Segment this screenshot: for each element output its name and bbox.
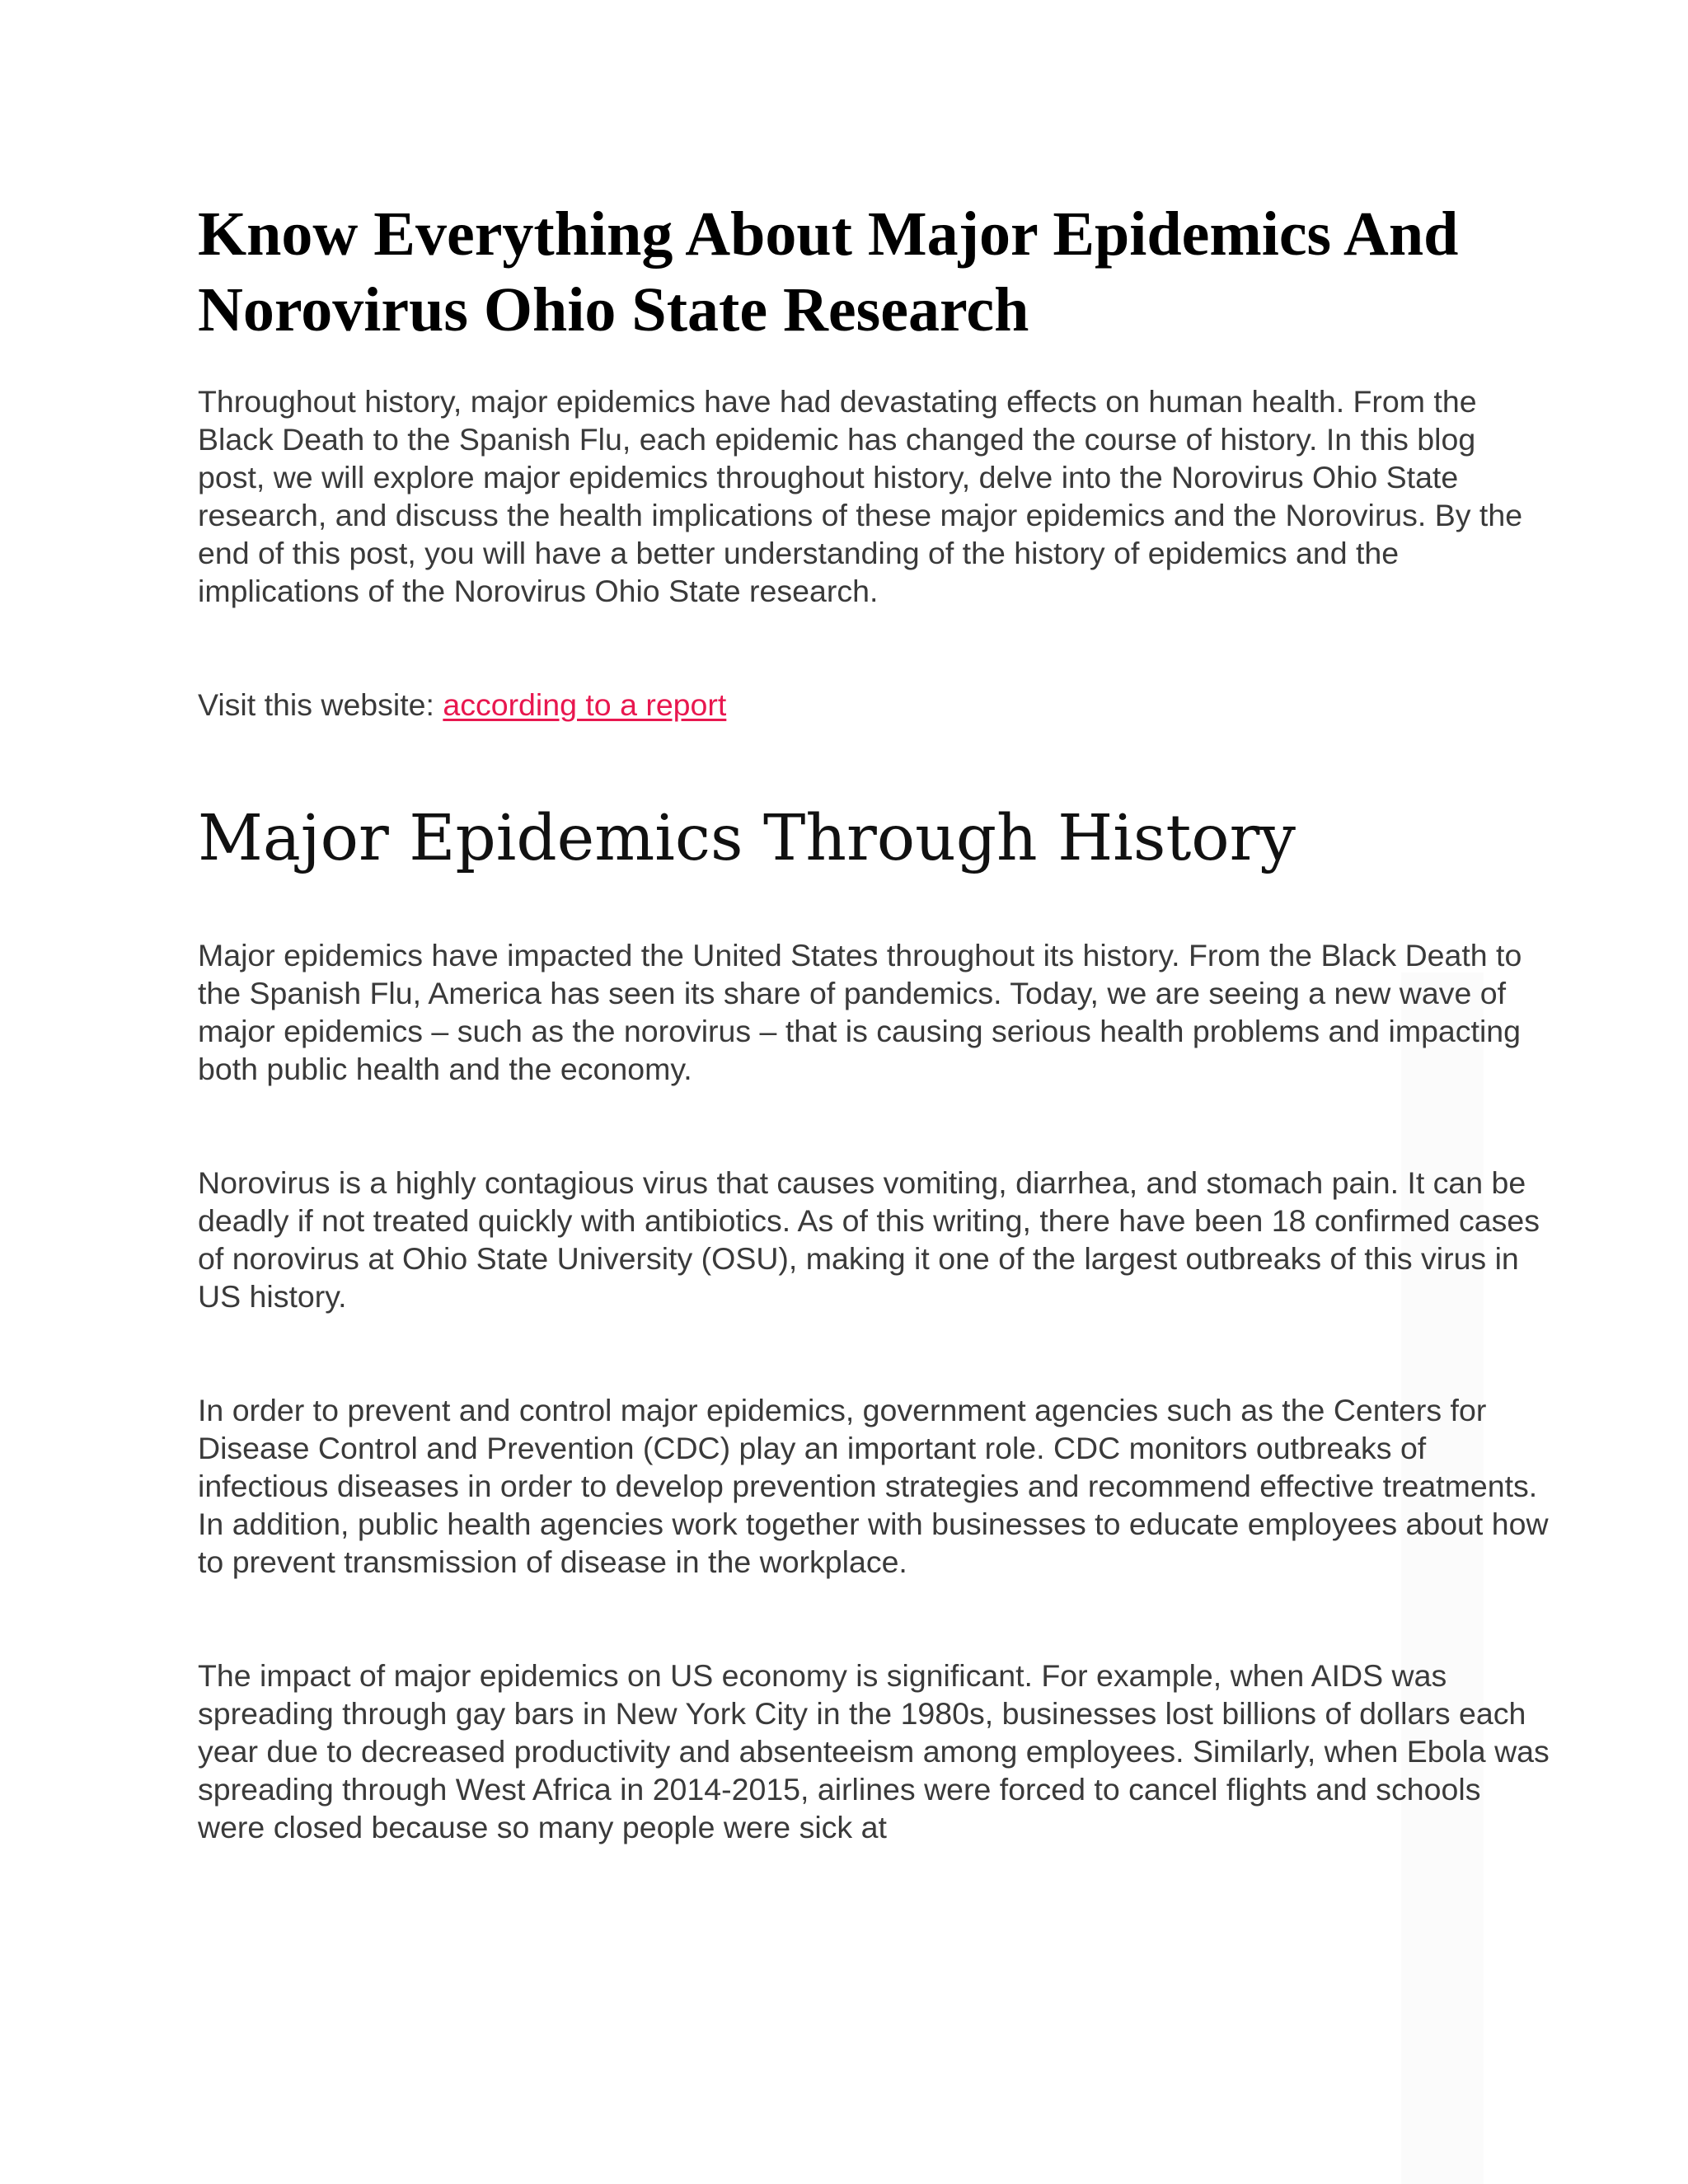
section-heading: Major Epidemics Through History	[198, 802, 1296, 875]
section-paragraph: Norovirus is a highly contagious virus that causes vomiting, diarrhea, and stomach pain. It can be deadly if not treated quickly with antibiotics. As of this writing, there have been 18 confirmed cases of norovirus at Ohio State University (OSU), making it one of the largest outbreaks of this virus in US history.	[198, 1165, 1540, 1314]
visit-label: Visit this website:	[198, 687, 443, 722]
document-body	[198, 196, 1550, 1846]
section-paragraph: In order to prevent and control major epidemics, government agencies such as the Centers for Disease Control and Prevention (CDC) play an important role. CDC monitors outbreaks of infectious diseases in order to develop prevention strategies and recommend effective treatments. In addition, public health agencies work together with businesses to educate employees about how to prevent transmission of disease in the workplace.	[198, 1393, 1549, 1579]
section-paragraph: Major epidemics have impacted the United States throughout its history. From the Black Death to the Spanish Flu, America has seen its share of pandemics. Today, we are seeing a new wave of major epidemics – such as the norovirus – that is causing serious health problems and impacting both public health and the economy.	[198, 938, 1522, 1086]
visit-line	[198, 686, 1550, 724]
report-link[interactable]: according to a report	[443, 687, 727, 722]
intro-paragraph: Throughout history, major epidemics have had devastating effects on human health. From the Black Death to the Spanish Flu, each epidemic has changed the course of history. In this blog post, we will explore major epidemics throughout history, delve into the Norovirus Ohio State research, and discuss the health implications of these major epidemics and the Norovirus. By the end of this post, you will have a better understanding of the history of epidemics and the implications of the Norovirus Ohio State research.	[198, 384, 1523, 608]
section-paragraph: The impact of major epidemics on US economy is significant. For example, when AIDS was spreading through gay bars in New York City in the 1980s, businesses lost billions of dollars each year due to decreased productivity and absenteeism among employees. Similarly, when Ebola was spreading through West Africa in 2014-2015, airlines were forced to cancel flights and schools were closed because so many people were sick at	[198, 1658, 1550, 1844]
document-title: Know Everything About Major Epidemics And Norovirus Ohio State Research	[198, 199, 1459, 344]
